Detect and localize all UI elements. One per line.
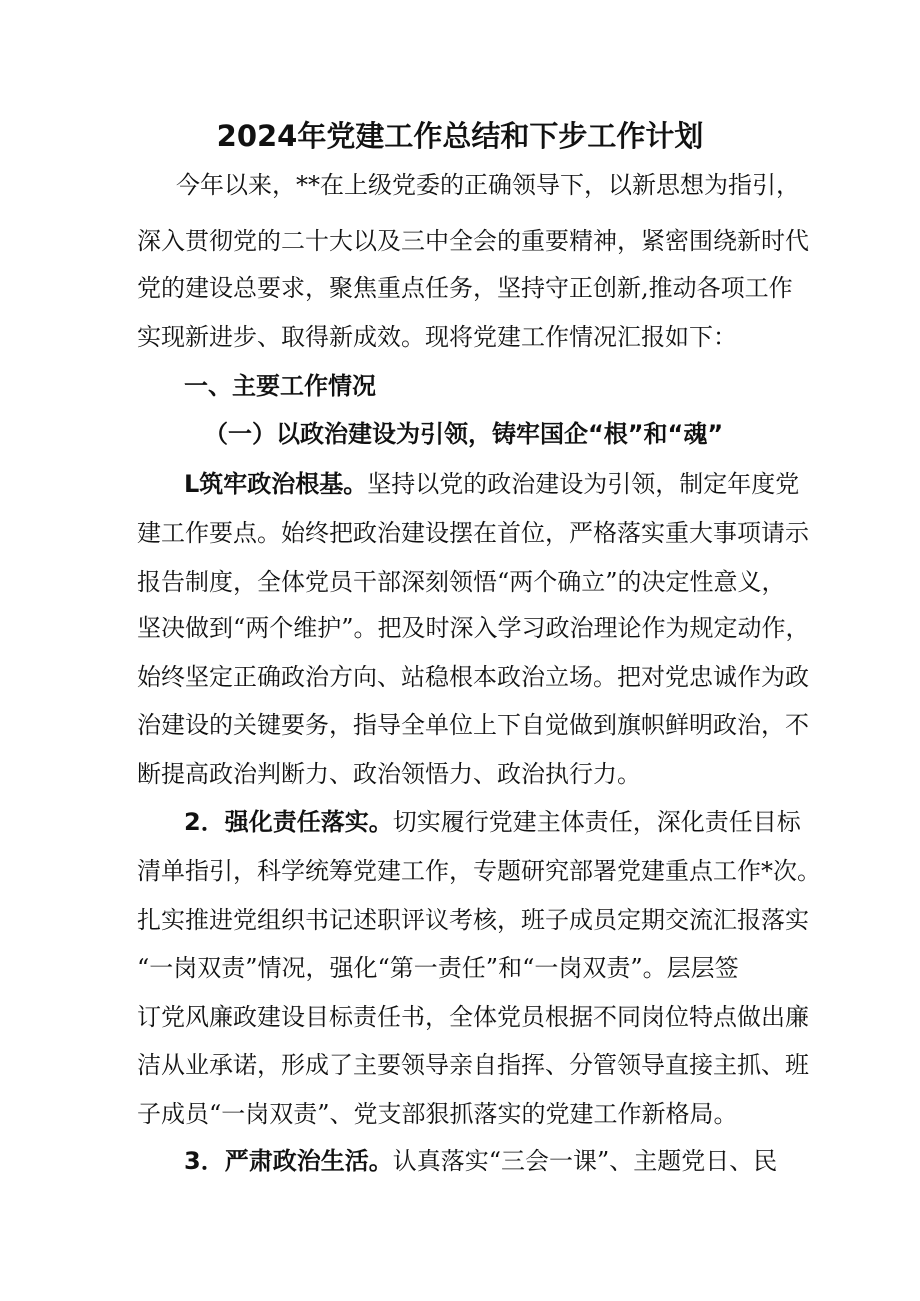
intro-line-1: 今年以来，**在上级党委的正确领导下，以新思想为指引， — [176, 171, 800, 199]
item2-line-7: 子成员“一岗双责”、党支部狠抓落实的党建工作新格局。 — [137, 1100, 738, 1128]
item3-first-line — [184, 1144, 920, 1178]
item1-first-line — [184, 467, 920, 501]
item2-first-line — [184, 805, 920, 839]
item2-line-5: 订党风廉政建设目标责任书，全体党员根据不同岗位特点做出廉 — [137, 1003, 809, 1031]
subsection-heading: （一）以政治建设为引领，铸牢国企“根”和“魂” — [204, 420, 724, 448]
intro-line-3: 党的建设总要求，聚焦重点任务，坚持守正创新,推动各项工作 — [137, 274, 793, 302]
item3-first-rest: 认真落实“三会一课”、主题党日、民 — [392, 1147, 778, 1175]
item1-line-5: 始终坚定正确政治方向、站稳根本政治立场。把对党忠诚作为政 — [137, 663, 809, 691]
intro-line-2: 深入贯彻党的二十大以及三中全会的重要精神，紧密围绕新时代 — [137, 227, 809, 255]
item3-lead: 3．严肃政治生活。 — [184, 1147, 393, 1175]
item2-line-6: 洁从业承诺，形成了主要领导亲自指挥、分管领导直接主抓、班 — [137, 1051, 809, 1079]
item2-first-rest: 切实履行党建主体责任，深化责任目标 — [392, 808, 801, 836]
item1-line-2: 建工作要点。始终把政治建设摆在首位，严格落实重大事项请示 — [137, 519, 809, 547]
section-heading: 一、主要工作情况 — [184, 372, 376, 400]
item1-line-6: 治建设的关键要务，指导全单位上下自觉做到旗帜鲜明政治，不 — [137, 711, 809, 739]
item2-line-3: 扎实推进党组织书记述职评议考核，班子成员定期交流汇报落实 — [137, 906, 809, 934]
item1-line-4: 坚决做到“两个维护”。把及时深入学习政治理论作为规定动作， — [137, 614, 810, 642]
document-title: 2024年党建工作总结和下步工作计划 — [216, 119, 704, 153]
item2-line-2: 清单指引，科学统筹党建工作，专题研究部署党建重点工作*次。 — [137, 857, 821, 885]
item1-line-3: 报告制度，全体党员干部深刻领悟“两个确立”的决定性意义， — [137, 568, 786, 596]
intro-line-4: 实现新进步、取得新成效。现将党建工作情况汇报如下： — [137, 323, 737, 351]
item1-first-rest: 坚持以党的政治建设为引领，制定年度党 — [367, 470, 800, 498]
item2-lead: 2．强化责任落实。 — [184, 808, 393, 836]
item1-line-7: 断提高政治判断力、政治领悟力、政治执行力。 — [137, 760, 641, 788]
item2-line-4: “一岗双责”情况，强化“第一责任”和“一岗双责”。层层签 — [137, 954, 739, 982]
item1-lead: L筑牢政治根基。 — [184, 470, 368, 498]
